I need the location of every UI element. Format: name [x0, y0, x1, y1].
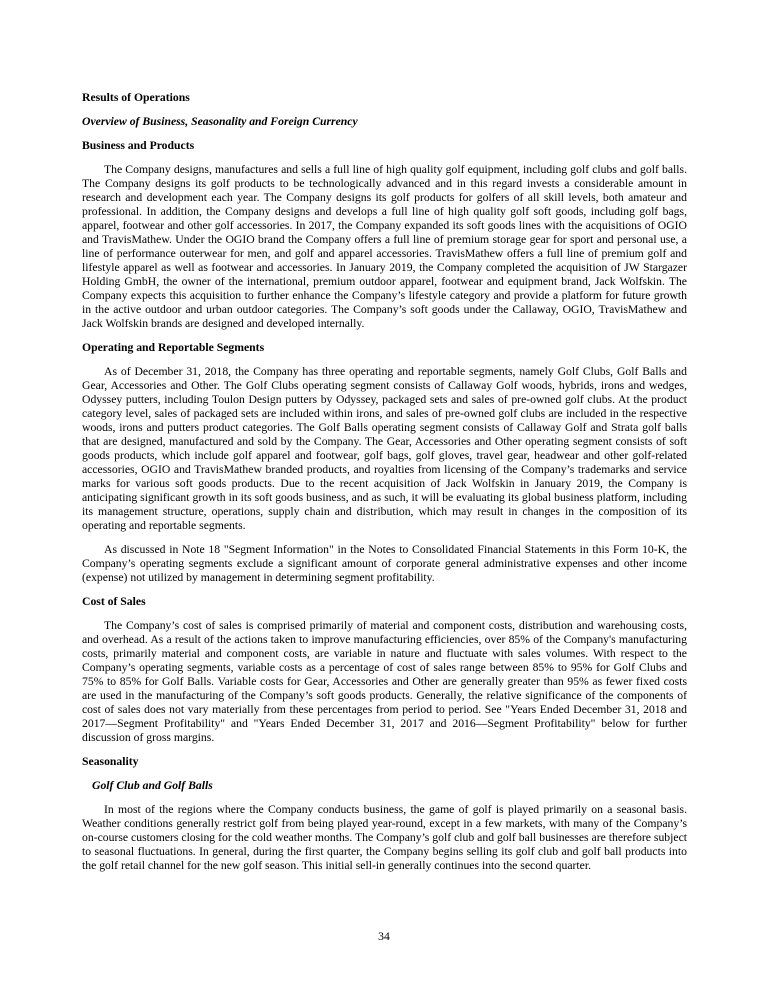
heading-seasonality: Seasonality — [82, 755, 139, 768]
paragraph-operating-segments-overview: As of December 31, 2018, the Company has three operating and reportable segments, namely Golf Clubs, Golf Balls and Gear, Accessories and Other. The Golf Clubs operating segment consists of Callaway Golf woods, hybrids, irons and wedges, Odyssey putters, including Toulon Design putters by Odyssey, packaged sets and sales of pre-owned golf clubs. At the product category level, sales of packaged sets are included within irons, and sales of pre-owned golf clubs are included in the respective woods, irons and putters product categories. The Golf Balls operating segment consists of Callaway Golf and Strata golf balls that are designed, manufactured and sold by the Company. The Gear, Accessories and Other operating segment consists of soft goods products, which include golf apparel and footwear, golf bags, golf gloves, travel gear, headwear and other golf-related accessories, OGIO and TravisMathew branded products, and royalties from licensing of the Company’s trademarks and service marks for various soft goods products. Due to the recent acquisition of Jack Wolfskin in January 2019, the Company is anticipating significant growth in its soft goods business, and as such, it will be evaluating its global business platform, including its management structure, operations, supply chain and distribution, which may result in changes in the composition of its operating and reportable segments. — [82, 365, 687, 532]
heading-cost-of-sales: Cost of Sales — [82, 595, 146, 608]
heading-results-of-operations: Results of Operations — [82, 91, 190, 104]
heading-business-and-products: Business and Products — [82, 139, 195, 152]
paragraph-segment-information-note: As discussed in Note 18 "Segment Information" in the Notes to Consolidated Financial Statements in this Form 10-K, the Company’s operating segments exclude a significant amount of corporate general administrative expenses and other income (expense) not utilized by management in determining segment profitability. — [82, 543, 687, 584]
page-number: 34 — [378, 930, 390, 943]
document-body — [82, 91, 687, 883]
paragraph-business-and-products: The Company designs, manufactures and sells a full line of high quality golf equipment, including golf clubs and golf balls. The Company designs its golf products to be technologically advanced and in this regard invests a considerable amount in research and development each year. The Company designs its golf products for golfers of all skill levels, both amateur and professional. In addition, the Company designs and develops a full line of high quality golf soft goods, including golf bags, apparel, footwear and other golf accessories. In 2017, the Company expanded its soft goods lines with the acquisitions of OGIO and TravisMathew. Under the OGIO brand the Company offers a full line of premium storage gear for sport and personal use, a line of performance outerwear for men, and golf and apparel accessories. TravisMathew offers a full line of premium golf and lifestyle apparel as well as footwear and accessories. In January 2019, the Company completed the acquisition of JW Stargazer Holding GmbH, the owner of the international, premium outdoor apparel, footwear and equipment brand, Jack Wolfskin. The Company expects this acquisition to further enhance the Company’s lifestyle category and provide a platform for future growth in the active outdoor and urban outdoor categories. The Company’s soft goods under the Callaway, OGIO, TravisMathew and Jack Wolfskin brands are designed and developed internally. — [82, 163, 687, 330]
paragraph-seasonality-golf-club-and-golf-balls: In most of the regions where the Company conducts business, the game of golf is played primarily on a seasonal basis. Weather conditions generally restrict golf from being played year-round, except in a few markets, with many of the Company’s on-course customers closing for the cold weather months. The Company’s golf club and golf ball businesses are therefore subject to seasonal fluctuations. In general, during the first quarter, the Company begins selling its golf club and golf ball products into the golf retail channel for the new golf season. This initial sell-in generally continues into the second quarter. — [82, 803, 687, 872]
paragraph-cost-of-sales: The Company’s cost of sales is comprised primarily of material and component costs, distribution and warehousing costs, and overhead. As a result of the actions taken to improve manufacturing efficiencies, over 85% of the Company's manufacturing costs, primarily material and component costs, are variable in nature and fluctuate with sales volumes. With respect to the Company’s operating segments, variable costs as a percentage of cost of sales range between 85% to 95% for Golf Clubs and 75% to 85% for Golf Balls. Variable costs for Gear, Accessories and Other are generally greater than 95% as fewer fixed costs are used in the manufacturing of the Company’s soft goods products. Generally, the relative significance of the components of cost of sales does not vary materially from these percentages from period to period. See "Years Ended December 31, 2018 and 2017—Segment Profitability" and "Years Ended December 31, 2017 and 2016—Segment Profitability" below for further discussion of gross margins. — [82, 619, 687, 744]
heading-operating-and-reportable-segments: Operating and Reportable Segments — [82, 341, 265, 354]
heading-golf-club-and-golf-balls: Golf Club and Golf Balls — [92, 779, 213, 792]
heading-overview-of-business-seasonality-and-foreign-currency: Overview of Business, Seasonality and Foreign Currency — [82, 115, 358, 128]
